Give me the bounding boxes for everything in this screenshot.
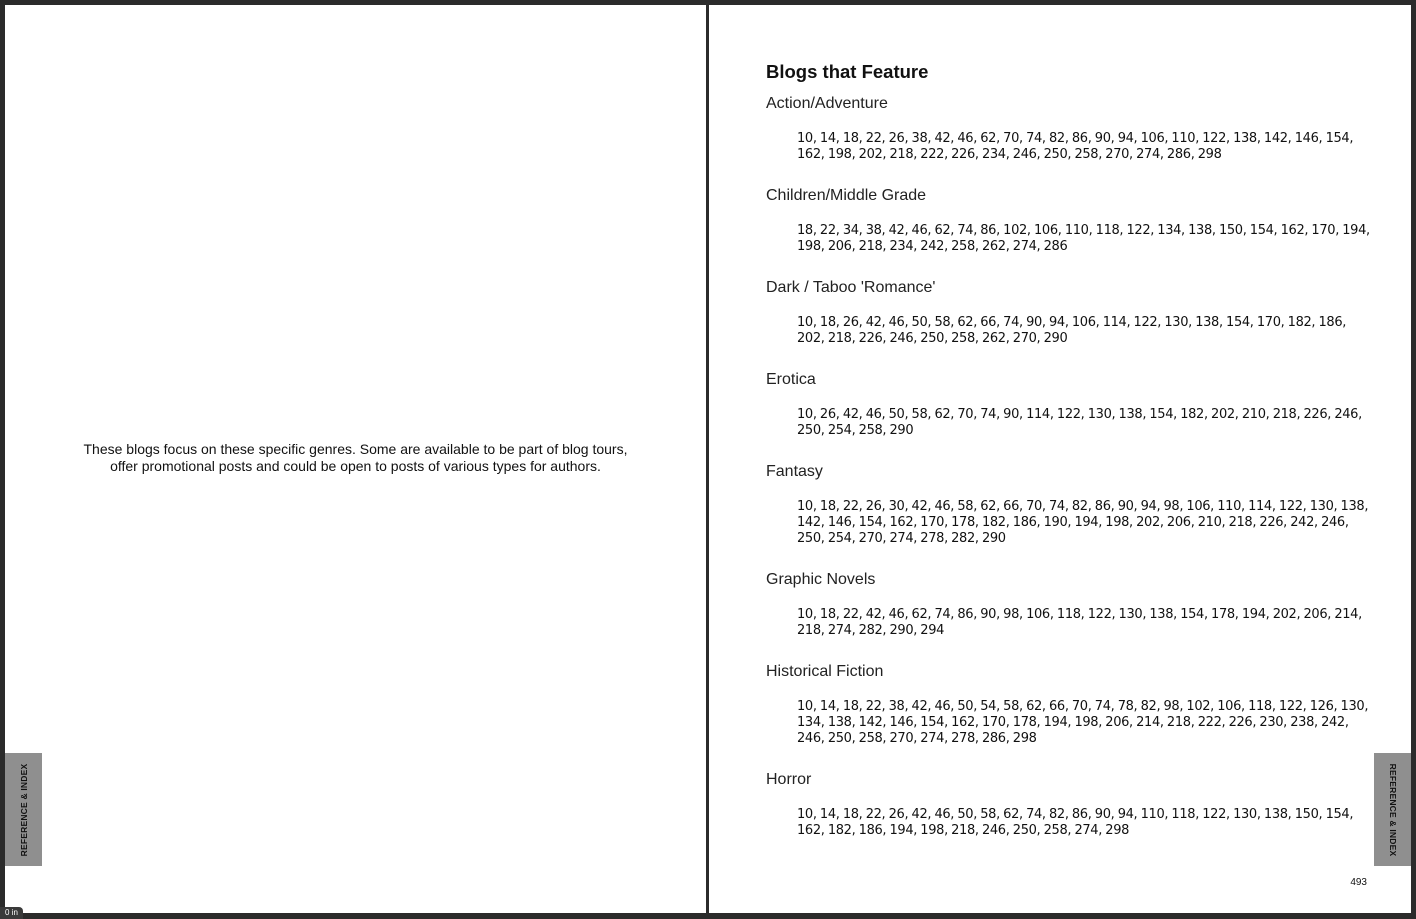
- viewer-corner-badge: 0 in: [0, 907, 23, 919]
- section-side-tab: [5, 753, 42, 866]
- genre-entry: [766, 278, 1375, 347]
- genre-entry: [766, 186, 1375, 255]
- genre-heading: Graphic Novels: [766, 571, 876, 588]
- genre-index: [766, 59, 1375, 839]
- genre-page-list: 10, 18, 22, 42, 46, 62, 74, 86, 90, 98, 106, 118, 122, 130, 138, 154, 178, 194, 202, 206, 214, 218, 274, 282, 290, 294: [797, 607, 1362, 638]
- intro-line: These blogs focus on these specific genres. Some are available to be part of blog tours,: [83, 441, 628, 457]
- genre-entry: [766, 662, 1375, 747]
- genre-entry: [766, 570, 1375, 639]
- section-side-tab-label: REFERENCE & INDEX: [18, 763, 29, 856]
- genre-entry: [766, 94, 1375, 163]
- genre-heading: Action/Adventure: [766, 95, 888, 112]
- genre-entry: [766, 370, 1375, 439]
- genre-heading: Historical Fiction: [766, 663, 884, 680]
- genre-page-list: 10, 14, 18, 22, 26, 42, 46, 50, 58, 62, 74, 82, 86, 90, 94, 110, 118, 122, 130, 138, 150, 154, 162, 182, 186, 194, 198, 218, 246, 250, 258, 274, 298: [797, 807, 1354, 838]
- genre-entry: [766, 770, 1375, 839]
- genre-blogs-intro: [45, 441, 666, 475]
- section-side-tab-label: REFERENCE & INDEX: [1387, 763, 1398, 856]
- genre-page-list: 10, 26, 42, 46, 50, 58, 62, 70, 74, 90, 114, 122, 130, 138, 154, 182, 202, 210, 218, 226, 246, 250, 254, 258, 290: [797, 407, 1362, 438]
- genre-page-list: 10, 18, 22, 26, 30, 42, 46, 58, 62, 66, 70, 74, 82, 86, 90, 94, 98, 106, 110, 114, 122, 130, 138, 142, 146, 154, 162, 170, 178, 182, 186, 190, 194, 198, 202, 206, 210, 218, 226, 242, 246, 250, 254, 270, 274, 278, 282, 290: [797, 499, 1369, 546]
- section-side-tab: [1374, 753, 1411, 866]
- right-page: [709, 5, 1411, 913]
- genre-heading: Children/Middle Grade: [766, 187, 927, 204]
- genre-entry: [766, 462, 1375, 547]
- genre-heading: Fantasy: [766, 463, 823, 480]
- genre-page-list: 10, 14, 18, 22, 38, 42, 46, 50, 54, 58, 62, 66, 70, 74, 78, 82, 98, 102, 106, 118, 122, 126, 130, 134, 138, 142, 146, 154, 162, 170, 178, 194, 198, 206, 214, 218, 222, 226, 230, 238, 242, 246, 250, 258, 270, 274, 278, 286, 298: [797, 699, 1369, 746]
- page-title: Blogs that Feature: [766, 61, 929, 82]
- genre-heading: Erotica: [766, 371, 816, 388]
- genre-page-list: 10, 14, 18, 22, 26, 38, 42, 46, 62, 70, 74, 82, 86, 90, 94, 106, 110, 122, 138, 142, 146, 154, 162, 198, 202, 218, 222, 226, 234, 246, 250, 258, 270, 274, 286, 298: [797, 131, 1354, 162]
- page-number: 493: [1350, 877, 1367, 888]
- genre-heading: Horror: [766, 771, 812, 788]
- genre-page-list: 18, 22, 34, 38, 42, 46, 62, 74, 86, 102, 106, 110, 118, 122, 134, 138, 150, 154, 162, 170, 194, 198, 206, 218, 234, 242, 258, 262, 274, 286: [797, 223, 1370, 254]
- genre-page-list: 10, 18, 26, 42, 46, 50, 58, 62, 66, 74, 90, 94, 106, 114, 122, 130, 138, 154, 170, 182, 186, 202, 218, 226, 246, 250, 258, 262, 270, 290: [797, 315, 1347, 346]
- genre-heading: Dark / Taboo 'Romance': [766, 279, 936, 296]
- intro-line: offer promotional posts and could be open to posts of various types for authors.: [110, 458, 601, 474]
- left-page: [5, 5, 706, 913]
